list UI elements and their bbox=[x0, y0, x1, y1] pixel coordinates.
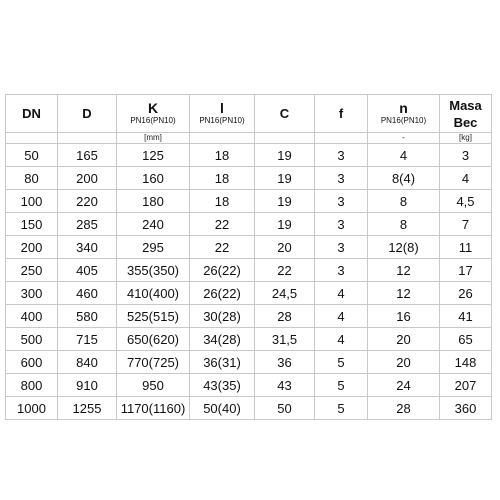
table-cell: 150 bbox=[6, 213, 58, 236]
table-cell: 19 bbox=[255, 190, 315, 213]
table-cell: 4 bbox=[440, 167, 492, 190]
table-cell: 43 bbox=[255, 374, 315, 397]
table-row bbox=[6, 167, 492, 190]
unit-cell bbox=[255, 133, 315, 144]
header-l-sub: PN16(PN10) bbox=[199, 116, 245, 125]
table-row bbox=[6, 259, 492, 282]
header-mass bbox=[440, 95, 492, 133]
table-cell: 125 bbox=[117, 144, 190, 167]
table-cell: 7 bbox=[440, 213, 492, 236]
header-c: C bbox=[255, 95, 315, 133]
table-cell: 160 bbox=[117, 167, 190, 190]
table-row bbox=[6, 236, 492, 259]
table-cell: 22 bbox=[255, 259, 315, 282]
header-f: f bbox=[315, 95, 368, 133]
table-cell: 12 bbox=[368, 282, 440, 305]
header-row bbox=[6, 95, 492, 133]
table-cell: 3 bbox=[315, 259, 368, 282]
table-row bbox=[6, 190, 492, 213]
table-cell: 400 bbox=[6, 305, 58, 328]
unit-cell bbox=[315, 133, 368, 144]
table-cell: 180 bbox=[117, 190, 190, 213]
table-cell: 200 bbox=[58, 167, 117, 190]
table-cell: 165 bbox=[58, 144, 117, 167]
table-cell: 3 bbox=[315, 144, 368, 167]
table-cell: 18 bbox=[190, 144, 255, 167]
table-cell: 19 bbox=[255, 144, 315, 167]
header-mass-label-alt: Вес bbox=[453, 114, 478, 130]
table-cell: 4 bbox=[315, 305, 368, 328]
table-cell: 26(22) bbox=[190, 259, 255, 282]
table-cell: 3 bbox=[315, 236, 368, 259]
table-cell: 4,5 bbox=[440, 190, 492, 213]
units-row bbox=[6, 133, 492, 144]
table-cell: 24,5 bbox=[255, 282, 315, 305]
unit-cell: - bbox=[368, 133, 440, 144]
table-cell: 1000 bbox=[6, 397, 58, 420]
table-row bbox=[6, 213, 492, 236]
table-cell: 148 bbox=[440, 351, 492, 374]
table-cell: 650(620) bbox=[117, 328, 190, 351]
table-cell: 3 bbox=[315, 190, 368, 213]
table-cell: 3 bbox=[315, 213, 368, 236]
table-cell: 20 bbox=[368, 328, 440, 351]
table-cell: 80 bbox=[6, 167, 58, 190]
table-row bbox=[6, 351, 492, 374]
table-cell: 355(350) bbox=[117, 259, 190, 282]
table-cell: 20 bbox=[255, 236, 315, 259]
table-cell: 16 bbox=[368, 305, 440, 328]
header-dn: DN bbox=[6, 95, 58, 133]
table-cell: 950 bbox=[117, 374, 190, 397]
table-cell: 295 bbox=[117, 236, 190, 259]
table-cell: 580 bbox=[58, 305, 117, 328]
table-cell: 36(31) bbox=[190, 351, 255, 374]
table-cell: 240 bbox=[117, 213, 190, 236]
table-row bbox=[6, 328, 492, 351]
table-cell: 770(725) bbox=[117, 351, 190, 374]
table-cell: 31,5 bbox=[255, 328, 315, 351]
table-cell: 910 bbox=[58, 374, 117, 397]
table-cell: 19 bbox=[255, 213, 315, 236]
table-row bbox=[6, 305, 492, 328]
table-cell: 600 bbox=[6, 351, 58, 374]
table-cell: 5 bbox=[315, 397, 368, 420]
table-cell: 200 bbox=[6, 236, 58, 259]
table-cell: 4 bbox=[368, 144, 440, 167]
header-k-sub: PN16(PN10) bbox=[130, 116, 176, 125]
table-cell: 20 bbox=[368, 351, 440, 374]
header-l-label: l bbox=[220, 100, 224, 116]
table-cell: 5 bbox=[315, 374, 368, 397]
table-cell: 18 bbox=[190, 167, 255, 190]
table-cell: 50 bbox=[255, 397, 315, 420]
table-cell: 207 bbox=[440, 374, 492, 397]
table-cell: 840 bbox=[58, 351, 117, 374]
table-cell: 300 bbox=[6, 282, 58, 305]
table-cell: 41 bbox=[440, 305, 492, 328]
table-row bbox=[6, 144, 492, 167]
table-cell: 1255 bbox=[58, 397, 117, 420]
table-cell: 410(400) bbox=[117, 282, 190, 305]
table-cell: 22 bbox=[190, 236, 255, 259]
table-cell: 220 bbox=[58, 190, 117, 213]
table-cell: 460 bbox=[58, 282, 117, 305]
table-cell: 50(40) bbox=[190, 397, 255, 420]
header-n-label: n bbox=[399, 100, 408, 116]
table-cell: 34(28) bbox=[190, 328, 255, 351]
table-cell: 8(4) bbox=[368, 167, 440, 190]
table-cell: 28 bbox=[368, 397, 440, 420]
table-cell: 36 bbox=[255, 351, 315, 374]
table-cell: 26(22) bbox=[190, 282, 255, 305]
unit-cell bbox=[190, 133, 255, 144]
table-cell: 405 bbox=[58, 259, 117, 282]
table-cell: 100 bbox=[6, 190, 58, 213]
table-cell: 43(35) bbox=[190, 374, 255, 397]
table-cell: 360 bbox=[440, 397, 492, 420]
header-n-sub: PN16(PN10) bbox=[380, 116, 427, 125]
unit-cell: [mm] bbox=[117, 133, 190, 144]
header-mass-label: Masa bbox=[449, 97, 482, 113]
unit-cell bbox=[6, 133, 58, 144]
table-body bbox=[6, 144, 492, 420]
table-cell: 715 bbox=[58, 328, 117, 351]
table-cell: 800 bbox=[6, 374, 58, 397]
table-cell: 8 bbox=[368, 190, 440, 213]
table-cell: 24 bbox=[368, 374, 440, 397]
table-cell: 525(515) bbox=[117, 305, 190, 328]
table-cell: 12(8) bbox=[368, 236, 440, 259]
table-row bbox=[6, 374, 492, 397]
table-cell: 285 bbox=[58, 213, 117, 236]
header-k bbox=[117, 95, 190, 133]
table-cell: 30(28) bbox=[190, 305, 255, 328]
table-cell: 250 bbox=[6, 259, 58, 282]
table-cell: 1170(1160) bbox=[117, 397, 190, 420]
spec-table bbox=[5, 94, 492, 420]
table-cell: 3 bbox=[315, 167, 368, 190]
unit-cell: [kg] bbox=[440, 133, 492, 144]
table-cell: 8 bbox=[368, 213, 440, 236]
table-row bbox=[6, 282, 492, 305]
table-cell: 17 bbox=[440, 259, 492, 282]
header-k-label: K bbox=[147, 100, 159, 116]
table-cell: 19 bbox=[255, 167, 315, 190]
table-cell: 500 bbox=[6, 328, 58, 351]
table-cell: 12 bbox=[368, 259, 440, 282]
header-l bbox=[190, 95, 255, 133]
table-cell: 28 bbox=[255, 305, 315, 328]
table-cell: 65 bbox=[440, 328, 492, 351]
header-d: D bbox=[58, 95, 117, 133]
table-row bbox=[6, 397, 492, 420]
table-cell: 11 bbox=[440, 236, 492, 259]
table-cell: 18 bbox=[190, 190, 255, 213]
unit-cell bbox=[58, 133, 117, 144]
table-cell: 5 bbox=[315, 351, 368, 374]
table-cell: 3 bbox=[440, 144, 492, 167]
table-cell: 4 bbox=[315, 328, 368, 351]
table-cell: 4 bbox=[315, 282, 368, 305]
header-n bbox=[368, 95, 440, 133]
table-cell: 340 bbox=[58, 236, 117, 259]
table-cell: 50 bbox=[6, 144, 58, 167]
table-cell: 22 bbox=[190, 213, 255, 236]
table-cell: 26 bbox=[440, 282, 492, 305]
